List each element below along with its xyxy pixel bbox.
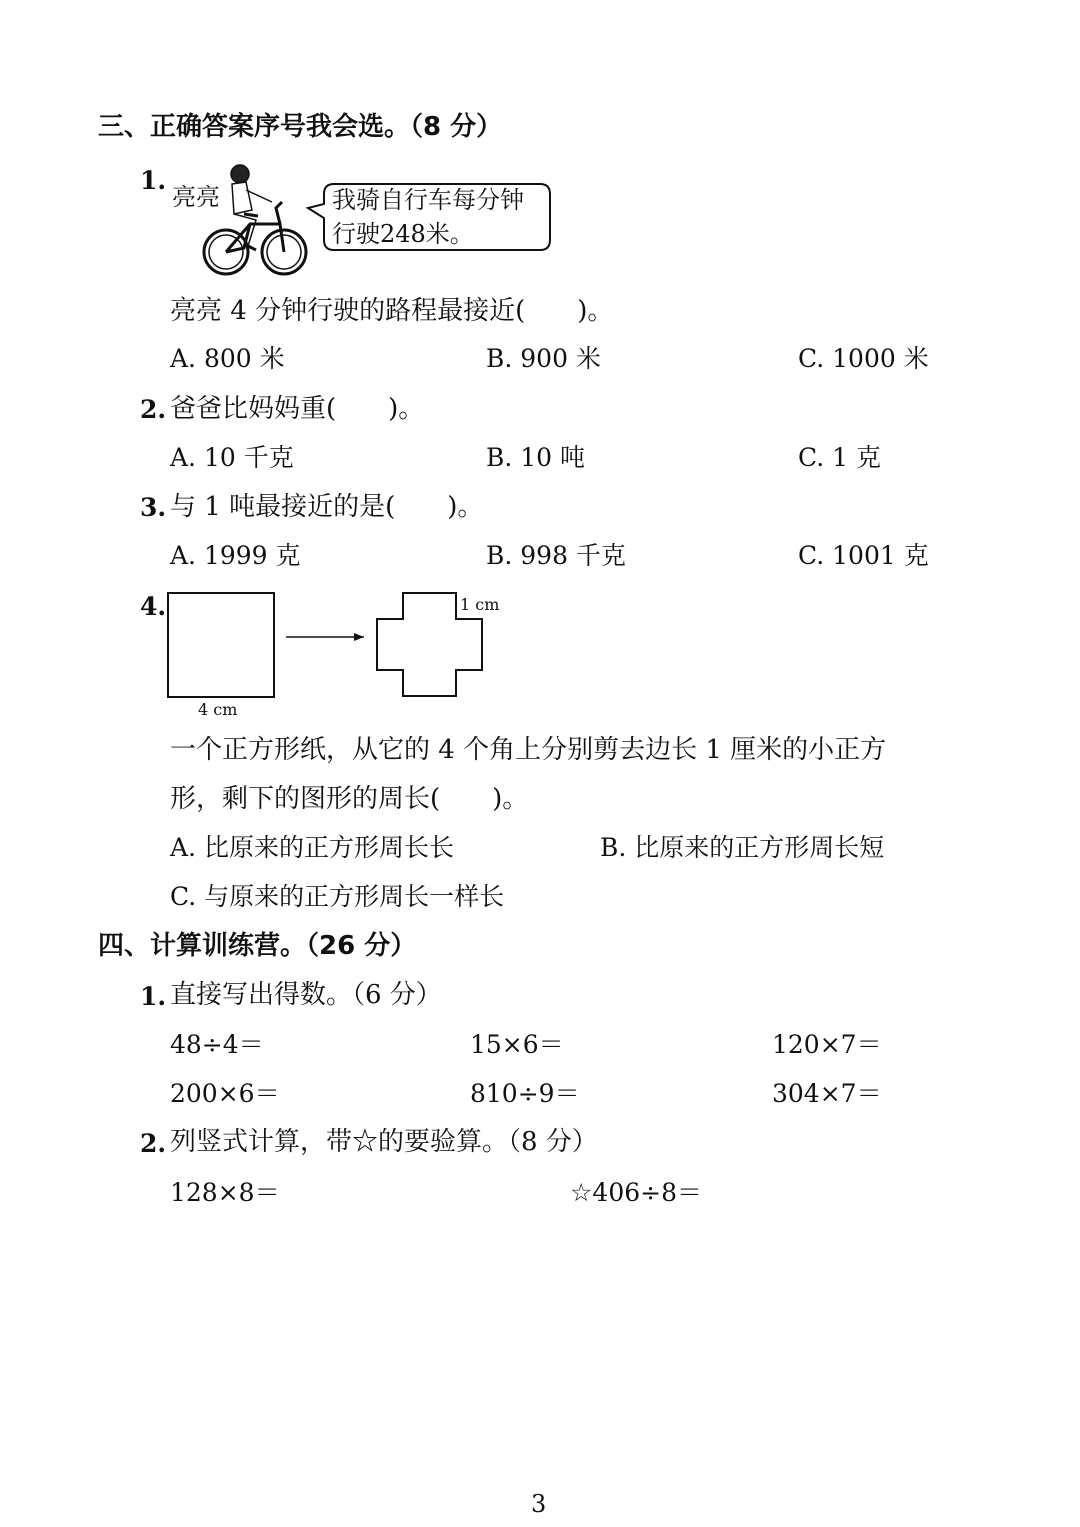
q4-option-c: C. 与原来的正方形周长一样长 <box>170 882 505 911</box>
q1-option-b: B. 900 米 <box>486 344 601 373</box>
q3-option-b: B. 998 千克 <box>486 541 626 570</box>
square-side-label: 4 cm <box>198 700 238 719</box>
question-3-text: 与 1 吨最接近的是( )。 <box>170 492 484 522</box>
question-number: 3. <box>140 493 167 522</box>
speech-text-line1: 我骑自行车每分钟 <box>332 186 524 214</box>
question-number: 1. <box>140 166 167 195</box>
calc-item: 15×6＝ <box>470 1030 564 1059</box>
question-number: 1. <box>140 982 167 1011</box>
q2-option-a: A. 10 千克 <box>170 443 294 472</box>
original-square <box>168 593 274 697</box>
page-number: 3 <box>531 1490 547 1518</box>
cut-size-label: 1 cm <box>460 595 500 614</box>
question-2-text: 爸爸比妈妈重( )。 <box>170 394 425 424</box>
q3-option-c: C. 1001 克 <box>798 541 929 570</box>
q4-option-b: B. 比原来的正方形周长短 <box>600 833 885 862</box>
q1-option-a: A. 800 米 <box>170 344 285 373</box>
question-number: 4. <box>140 592 167 621</box>
section-4-heading: 四、计算训练营。（26 分） <box>98 931 417 961</box>
calc-q1-title: 直接写出得数。（6 分） <box>170 980 442 1010</box>
question-number: 2. <box>140 395 167 424</box>
calc-item: 810÷9＝ <box>470 1079 580 1108</box>
q1-option-c: C. 1000 米 <box>798 344 929 373</box>
section-3-heading: 三、正确答案序号我会选。（8 分） <box>98 112 503 142</box>
vertical-calc-item: 128×8＝ <box>170 1178 280 1207</box>
q3-option-a: A. 1999 克 <box>170 541 301 570</box>
question-number: 2. <box>140 1129 167 1158</box>
calc-item: 200×6＝ <box>170 1079 280 1108</box>
boy-on-bicycle-illustration <box>190 160 320 280</box>
calc-item: 48÷4＝ <box>170 1030 264 1059</box>
speech-text-line2: 行驶248米。 <box>332 220 474 248</box>
vertical-calc-item-with-check: ☆406÷8＝ <box>570 1178 702 1207</box>
q2-option-c: C. 1 克 <box>798 443 881 472</box>
question-1-text: 亮亮 4 分钟行驶的路程最接近( )。 <box>170 296 614 326</box>
q4-option-a: A. 比原来的正方形周长长 <box>170 833 454 862</box>
q2-option-b: B. 10 吨 <box>486 443 586 472</box>
question-4-text-line2: 形，剩下的图形的周长( )。 <box>170 784 529 814</box>
character-name: 亮亮 <box>172 183 220 211</box>
calc-q2-title: 列竖式计算，带☆的要验算。（8 分） <box>170 1127 598 1157</box>
question-4-text-line1: 一个正方形纸，从它的 4 个角上分别剪去边长 1 厘米的小正方 <box>170 735 887 765</box>
calc-item: 304×7＝ <box>772 1079 882 1108</box>
calc-item: 120×7＝ <box>772 1030 882 1059</box>
